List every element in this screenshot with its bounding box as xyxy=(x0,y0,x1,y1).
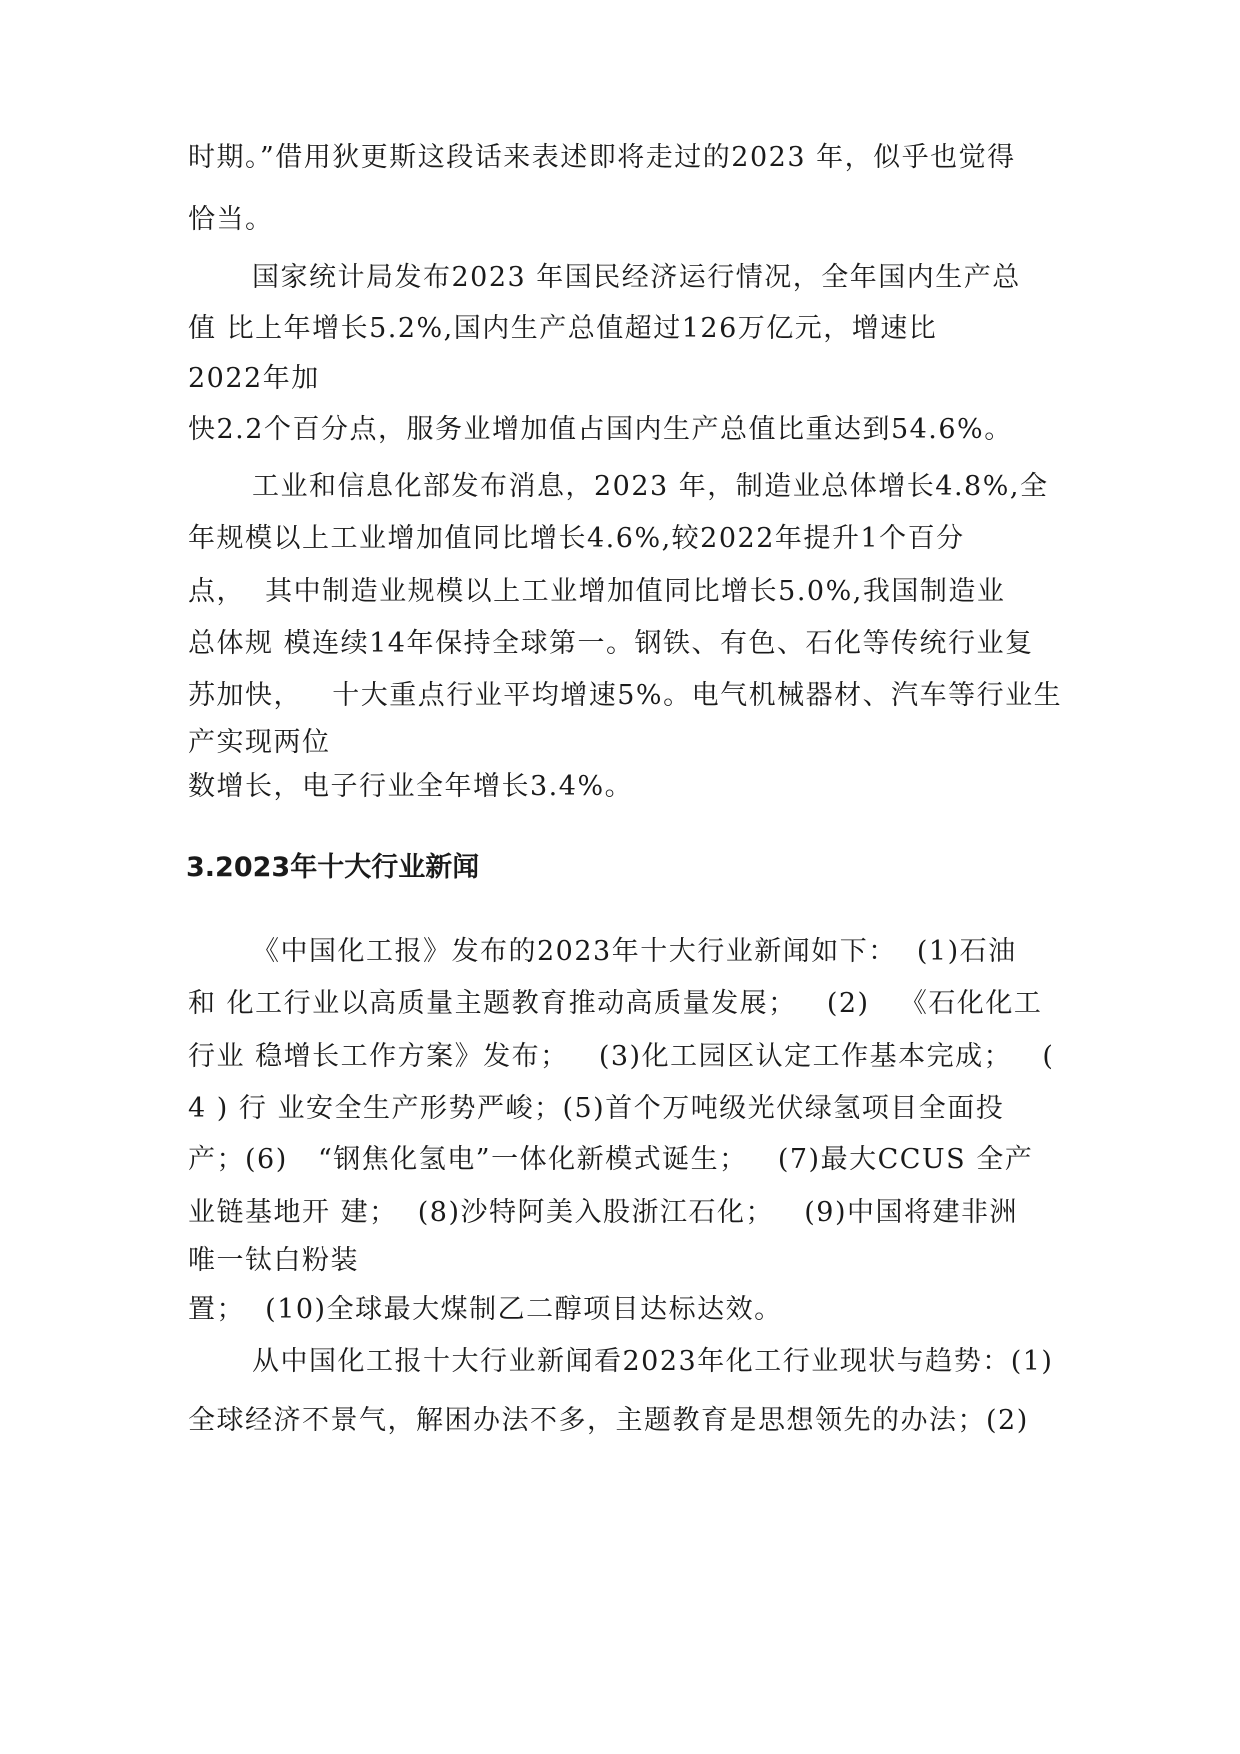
text-line: 时期。”借用狄更斯这段话来表述即将走过的2023 年，似乎也觉得 xyxy=(188,142,1016,173)
text-line: 置； (10)全球最大煤制乙二醇项目达标达效。 xyxy=(188,1294,783,1325)
text-line: 苏加快， 十大重点行业平均增速5%。电气机械器材、汽车等行业生 xyxy=(188,680,1063,711)
text-line: 从中国化工报十大行业新闻看2023年化工行业现状与趋势：(1) xyxy=(252,1346,1054,1377)
section-heading: 3.2023年十大行业新闻 xyxy=(186,852,480,883)
text-line: 产；(6) “钢焦化氢电”一体化新模式诞生； (7)最大CCUS 全产 xyxy=(188,1144,1034,1175)
text-line: 总体规 模连续14年保持全球第一。钢铁、有色、石化等传统行业复 xyxy=(188,628,1034,659)
text-line: 数增长，电子行业全年增长3.4%。 xyxy=(188,771,634,802)
text-line: 业链基地开 建； (8)沙特阿美入股浙江石化； (9)中国将建非洲 xyxy=(188,1197,1018,1228)
text-line: 国家统计局发布2023 年国民经济运行情况，全年国内生产总 xyxy=(252,262,1021,293)
text-line: 恰当。 xyxy=(188,204,274,235)
text-line: 值 比上年增长5.2%,国内生产总值超过126万亿元，增速比 xyxy=(188,313,938,344)
text-line: 快2.2个百分点，服务业增加值占国内生产总值比重达到54.6%。 xyxy=(188,414,1013,445)
text-line: 4 ) 行 业安全生产形势严峻；(5)首个万吨级光伏绿氢项目全面投 xyxy=(188,1093,1005,1124)
text-line: 2022年加 xyxy=(188,363,320,394)
text-line: 和 化工行业以高质量主题教育推动高质量发展； (2) 《石化化工 xyxy=(188,988,1043,1019)
text-line: 全球经济不景气，解困办法不多，主题教育是思想领先的办法；(2) xyxy=(188,1405,1029,1436)
text-line: 行业 稳增长工作方案》发布； (3)化工园区认定工作基本完成； ( xyxy=(188,1041,1055,1072)
text-line: 点， 其中制造业规模以上工业增加值同比增长5.0%,我国制造业 xyxy=(188,576,1006,607)
text-line: 工业和信息化部发布消息，2023 年，制造业总体增长4.8%,全 xyxy=(252,471,1049,502)
text-line: 《中国化工报》发布的2023年十大行业新闻如下： (1)石油 xyxy=(252,936,1017,967)
text-line: 年规模以上工业增加值同比增长4.6%,较2022年提升1个百分 xyxy=(188,523,965,554)
text-line: 产实现两位 xyxy=(188,727,331,758)
text-line: 唯一钛白粉装 xyxy=(188,1245,359,1276)
